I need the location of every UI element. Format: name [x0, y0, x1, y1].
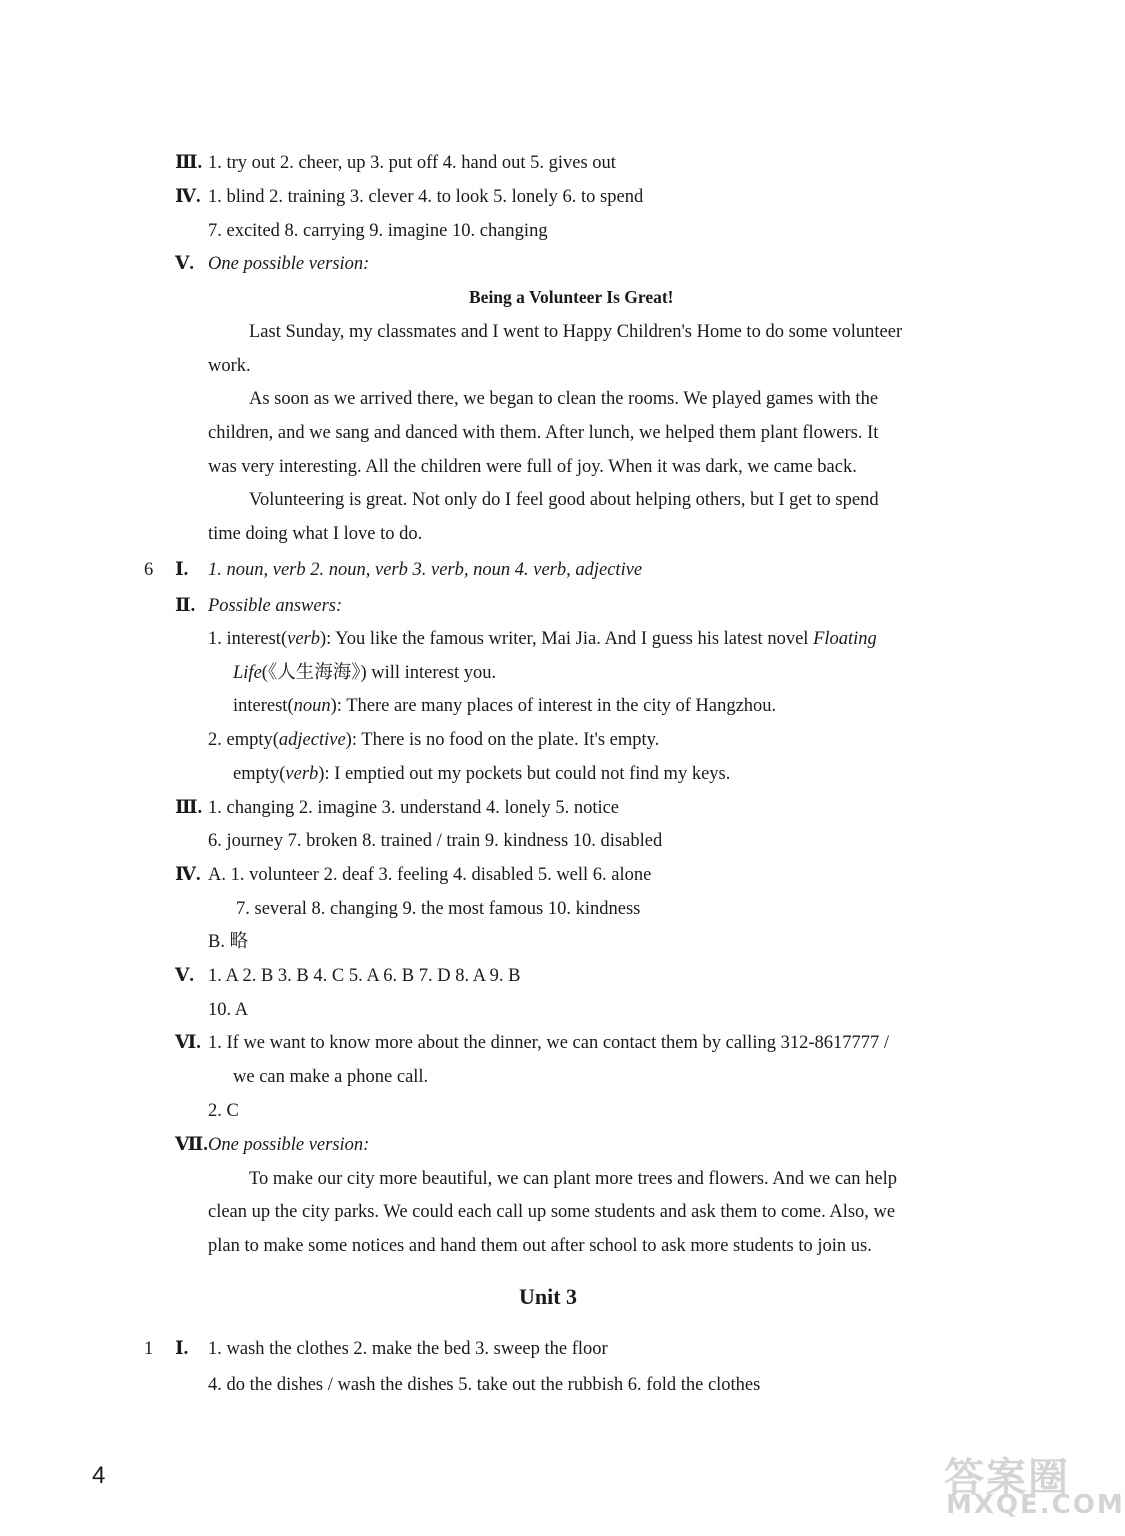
answer-line: 1. A 2. B 3. B 4. C 5. A 6. B 7. D 8. A 9. B [208, 966, 521, 986]
answer-sentence [208, 628, 877, 650]
roman-v: Ⅴ. [175, 254, 194, 274]
essay-line: clean up the city parks. We could each call up some students and ask them to come. Also, we [208, 1202, 896, 1222]
roman-iii: Ⅲ. [175, 153, 203, 173]
roman-iii: Ⅲ. [175, 798, 203, 818]
answer-line: B. 略 [208, 932, 249, 952]
watermark-text: 答案圈 [944, 1455, 1070, 1501]
answer-line: 1. If we want to know more about the dinner, we can contact them by calling 312-8617777 / [208, 1033, 890, 1053]
sentence: ): You like the famous writer, Mai Jia. And I guess his latest novel [320, 629, 814, 649]
essay-line: To make our city more beautiful, we can plant more trees and flowers. And we can help [249, 1169, 898, 1189]
answer-line: 1. try out 2. cheer, up 3. put off 4. hand out 5. gives out [208, 153, 616, 173]
essay-line: time doing what I love to do. [208, 524, 423, 544]
answer-sentence [233, 662, 496, 684]
page-ref-number: 1 [144, 1339, 154, 1359]
answer-line: A. 1. volunteer 2. deaf 3. feeling 4. disabled 5. well 6. alone [208, 865, 652, 885]
roman-iv: Ⅳ. [175, 865, 201, 885]
answer-line: 1. changing 2. imagine 3. understand 4. lonely 5. notice [208, 798, 620, 818]
part-of-speech: verb [285, 764, 319, 784]
essay-line: children, and we sang and danced with them. After lunch, we helped them plant flowers. It [208, 423, 879, 443]
roman-ii: Ⅱ. [175, 596, 196, 616]
essay-title: Being a Volunteer Is Great! [469, 287, 674, 307]
roman-i: Ⅰ. [175, 560, 189, 580]
roman-v: Ⅴ. [175, 966, 194, 986]
page-number: 4 [92, 1462, 106, 1489]
answer-sentence [208, 729, 659, 751]
answer-line: 10. A [208, 1000, 249, 1020]
answer-line: 4. do the dishes / wash the dishes 5. take out the rubbish 6. fold the clothes [208, 1375, 761, 1395]
word: empty( [233, 764, 286, 784]
sentence: (《人生海海》) will interest you. [261, 663, 497, 683]
answer-sentence [233, 695, 776, 717]
answer-line: 1. wash the clothes 2. make the bed 3. sweep the floor [208, 1339, 608, 1359]
book-title: Life [233, 663, 262, 683]
essay-line: As soon as we arrived there, we began to clean the rooms. We played games with the [249, 389, 879, 409]
answer-line: 6. journey 7. broken 8. trained / train 9. kindness 10. disabled [208, 831, 663, 851]
book-title: Floating [813, 629, 877, 649]
essay-line: Last Sunday, my classmates and I went to Happy Children's Home to do some volunteer [249, 322, 903, 342]
roman-vii: Ⅶ. [175, 1135, 208, 1155]
version-label: One possible version: [208, 254, 370, 274]
word: 1. interest( [208, 629, 288, 649]
word: 2. empty( [208, 730, 279, 750]
page-ref-number: 6 [144, 560, 154, 580]
roman-i: Ⅰ. [175, 1339, 189, 1359]
part-of-speech: noun [293, 696, 331, 716]
sentence: ): There are many places of interest in the city of Hangzhou. [330, 696, 777, 716]
answer-sentence [233, 763, 730, 785]
word: interest( [233, 696, 294, 716]
answer-line: 7. several 8. changing 9. the most famous 10. kindness [236, 899, 641, 919]
watermark-url: MXQE.COM [946, 1490, 1125, 1520]
answer-line: 7. excited 8. carrying 9. imagine 10. changing [208, 221, 548, 241]
essay-line: Volunteering is great. Not only do I feel good about helping others, but I get to spend [249, 490, 879, 510]
answer-line: 1. blind 2. training 3. clever 4. to look 5. lonely 6. to spend [208, 187, 644, 207]
answer-line: 2. C [208, 1101, 239, 1121]
watermark-logo [936, 1446, 1125, 1526]
part-of-speech: adjective [278, 730, 346, 750]
version-label: One possible version: [208, 1135, 370, 1155]
roman-vi: Ⅵ. [175, 1033, 201, 1053]
essay-line: was very interesting. All the children were full of joy. When it was dark, we came back. [208, 457, 857, 477]
part-of-speech: verb [287, 629, 320, 649]
essay-line: work. [208, 356, 251, 376]
sentence: ): I emptied out my pockets but could not find my keys. [318, 764, 731, 784]
sentence: ): There is no food on the plate. It's empty. [345, 730, 660, 750]
answer-line: 1. noun, verb 2. noun, verb 3. verb, noun 4. verb, adjective [208, 560, 643, 580]
answer-line: we can make a phone call. [233, 1067, 429, 1087]
essay-line: plan to make some notices and hand them out after school to ask more students to join us. [208, 1236, 872, 1256]
answers-label: Possible answers: [208, 596, 343, 616]
unit-heading: Unit 3 [519, 1284, 578, 1309]
roman-iv: Ⅳ. [175, 187, 201, 207]
